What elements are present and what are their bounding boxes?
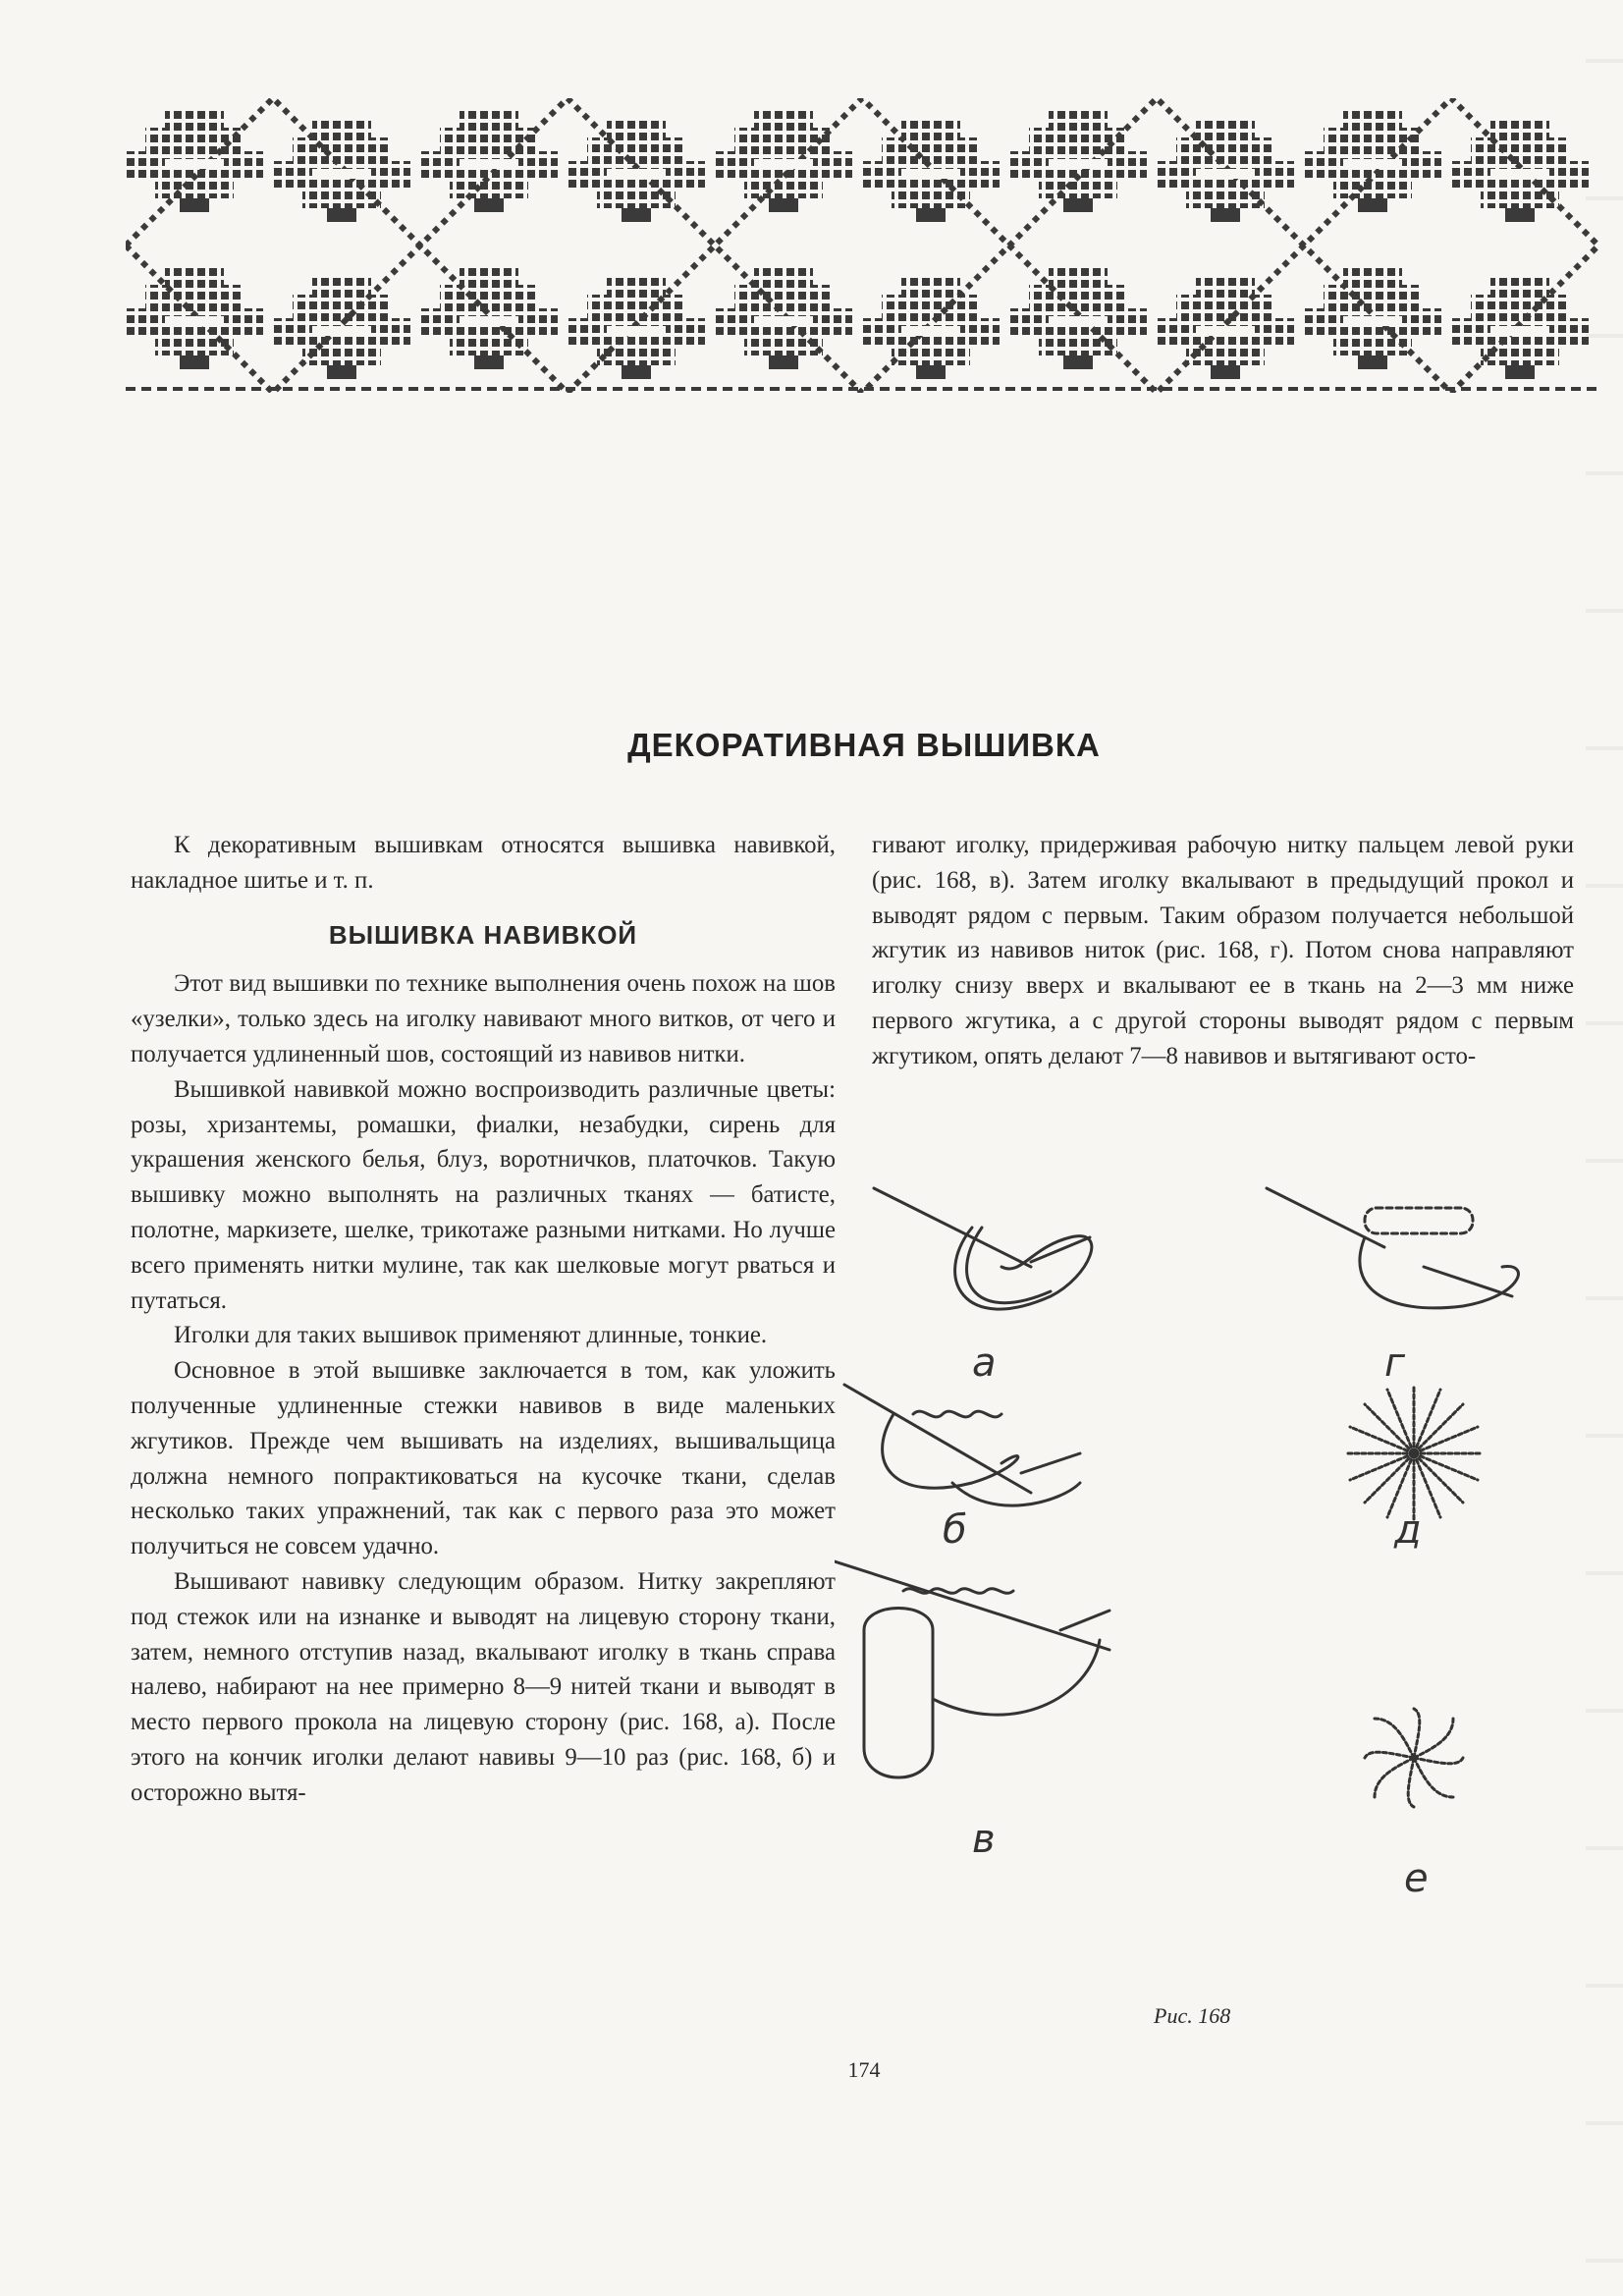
figure-label-g: г bbox=[1384, 1340, 1406, 1386]
figure-label-a: а bbox=[972, 1340, 997, 1386]
needle-loop-drawing-a bbox=[874, 1188, 1092, 1309]
page-number: 174 bbox=[847, 2057, 881, 2082]
needle-wrap-drawing-b bbox=[844, 1385, 1080, 1505]
paragraph: Этот вид вышивки по технике выполнения очень похож на шов «узелки», только здесь на иголку навивают много витков, от чего и получается удлиненный шов, состоящий из навивов нитки. bbox=[131, 970, 836, 1067]
paragraph: Основное в этой вышивке заключается в том, как уложить полученные удлиненные стежки навивов в виде маленьких жгутиков. Прежде чем вышивать на изделиях, вышивальщица должна немного попрактиковаться на кусочке ткани, сделав несколько таких упражнений, так как с первого раза это может получиться не совсем удачно. bbox=[131, 1357, 836, 1560]
page-title: ДЕКОРАТИВНАЯ ВЫШИВКА bbox=[627, 727, 1101, 763]
spiral-flower-drawing-e bbox=[1365, 1709, 1463, 1807]
paragraph: Вышивают навивку следующим образом. Нитку закрепляют под стежок или на изнанке и выводят на лицевую сторону ткани, затем, немного отступив назад, вкалывают иголку в ткань справа налево, набирают на нее примерно 8—9 нитей ткани и выводят в место первого прокола на лицевую сторону (рис. 168, а). После этого на кончик иголки делают навивы 9—10 раз (рис. 168, б) и осторожно вытя- bbox=[131, 1567, 836, 1806]
radial-flower-drawing-d bbox=[1345, 1385, 1483, 1522]
figure-label-v: в bbox=[972, 1817, 996, 1862]
figure-label-d: д bbox=[1394, 1507, 1422, 1553]
section-heading: ВЫШИВКА НАВИВКОЙ bbox=[328, 919, 638, 950]
finger-needle-drawing-v bbox=[835, 1561, 1109, 1777]
ornament-border bbox=[126, 98, 1598, 393]
figure-label-b: б bbox=[943, 1507, 967, 1553]
figure-caption: Рис. 168 bbox=[1154, 2003, 1231, 2028]
right-column bbox=[872, 828, 1574, 1074]
paragraph-continued: гивают иголку, придерживая рабочую нитку пальцем левой руки (рис. 168, в). Затем иголку вкалывают в предыдущий прокол и выводят рядом с первым. Таким образом получается небольшой жгутик из навивов ниток (рис. 168, г). Потом снова направляют иголку снизу вверх и вкалывают ее в ткань на 2—3 мм ниже первого жгутика, а с другой стороны выводят рядом с первым жгутиком, опять делают 7—8 навивов и вытягивают осто- bbox=[872, 832, 1574, 1069]
figure-drawings bbox=[835, 1169, 1581, 2052]
paragraph: Вышивкой навивкой можно воспроизводить различные цветы: розы, хризантемы, ромашки, фиалки, незабудки, сирень для украшения женского белья, блуз, воротничков, платочков. Такую вышивку можно выполнять на различных тканях — батисте, полотне, маркизете, шелке, трикотаже разными нитками. Но лучше всего применять нитки мулине, так как шелковые могут рваться и путаться. bbox=[131, 1075, 836, 1314]
paragraph: Иголки для таких вышивок применяют длинные, тонкие. bbox=[174, 1322, 768, 1349]
figure-168 bbox=[835, 1169, 1581, 2052]
figure-label-e: е bbox=[1404, 1856, 1429, 1901]
intro-paragraph: К декоративным вышивкам относятся вышивка навивкой, накладное шитье и т. п. bbox=[131, 832, 836, 894]
left-column bbox=[131, 828, 836, 1811]
needle-coil-drawing-g bbox=[1267, 1188, 1518, 1308]
